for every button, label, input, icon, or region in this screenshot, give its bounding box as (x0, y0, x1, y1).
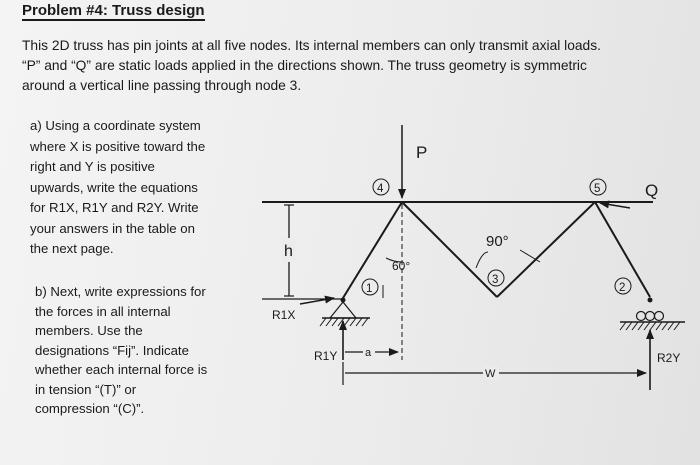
statement-line: “P” and “Q” are static loads applied in the directions shown. The truss geometry is symmetric (22, 58, 587, 73)
angle-90-pointer (520, 250, 540, 262)
part-b-line: in tension “(T)” or (35, 381, 137, 397)
node-3-label: 3 (492, 274, 499, 286)
dim-a-label: a (365, 347, 372, 359)
part-a-line: where X is positive toward the (30, 138, 206, 154)
part-b-line: b) Next, write expressions for (35, 284, 206, 299)
pin-node-2 (648, 298, 653, 303)
problem-title: Problem #4: Truss design (22, 2, 205, 19)
part-a-line: your answers in the table on (30, 220, 195, 236)
angle-60-label: 60° (392, 259, 411, 273)
node-1-label: 1 (366, 283, 373, 295)
statement-line: This 2D truss has pin joints at all five nodes. Its internal members can only transmit axial loads. (22, 38, 601, 53)
angle-90-label: 90° (486, 233, 509, 250)
reaction-r1y-label: R1Y (314, 349, 338, 363)
node-2-label: 2 (619, 282, 626, 294)
part-b-line: compression “(C)”. (35, 401, 145, 416)
dim-w-label: W (485, 368, 496, 380)
part-b-line: the forces in all internal (35, 303, 171, 319)
member-3-5 (497, 202, 595, 297)
part-a-line: for R1X, R1Y and R2Y. Write (30, 200, 199, 215)
reaction-r1x-label: R1X (272, 308, 296, 322)
support-1-hatch (320, 318, 368, 326)
part-b-line: members. Use the (35, 323, 143, 338)
angle-90-arc (476, 252, 488, 268)
roller-mid (646, 312, 655, 321)
support-1-pin (330, 302, 356, 318)
load-q-label: Q (645, 181, 659, 200)
statement-line: around a vertical line passing through node 3. (22, 78, 302, 93)
load-p-label: P (416, 143, 428, 162)
reaction-r2y-label: R2Y (657, 351, 681, 365)
part-b-line: whether each internal force is (35, 362, 208, 377)
support-2-hatch (620, 322, 680, 330)
roller-left (637, 312, 646, 321)
roller-right (655, 312, 664, 321)
part-a-line: a) Using a coordinate system (30, 118, 201, 133)
node-4-label: 4 (377, 183, 384, 195)
member-4-3 (402, 202, 497, 297)
part-a-line: the next page. (30, 241, 114, 256)
node-5-label: 5 (594, 183, 601, 195)
load-q-arrow (600, 203, 630, 208)
part-a-line: upwards, write the equations (30, 179, 198, 195)
height-label: h (284, 243, 293, 260)
member-1-4 (343, 202, 402, 298)
part-b-line: designations “Fij”. Indicate (35, 342, 189, 358)
part-a-line: right and Y is positive (30, 159, 155, 174)
